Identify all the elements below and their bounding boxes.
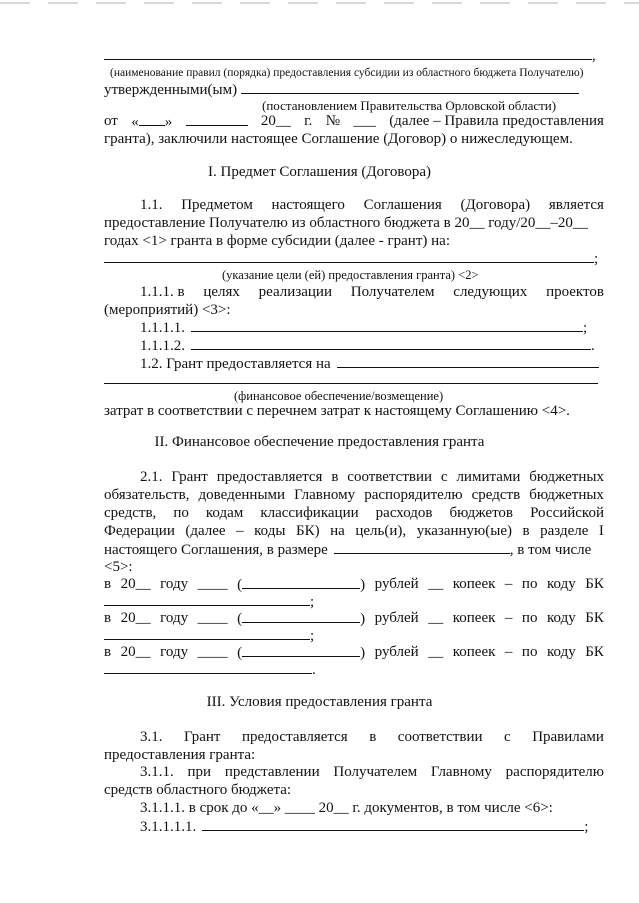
rubles-words-blank[interactable] <box>242 643 360 657</box>
bk-line-1: ; <box>104 592 314 611</box>
approved-blank[interactable] <box>241 80 579 94</box>
bk-line-2: ; <box>104 626 314 645</box>
rubles-words-blank[interactable] <box>242 575 360 589</box>
finance-blank[interactable] <box>104 370 598 384</box>
p2-1-line1: 2.1. Грант предоставляется в соответствии с лимитами бюджетных <box>140 469 604 485</box>
p1-1-line2: предоставление Получателю из областного бюджета в 20__ году/20__–20__ <box>104 215 588 231</box>
day-blank[interactable] <box>139 112 165 126</box>
item-31111-blank[interactable] <box>202 817 584 831</box>
item-1112: 1.1.1.2. . <box>140 338 595 354</box>
caption-rules-name: (наименование правил (порядка) предоставления субсидии из областного бюджета Получателю) <box>110 67 584 79</box>
costs-line: затрат в соответствии с перечнем затрат к настоящему Соглашению <4>. <box>104 403 570 419</box>
bk-blank-3[interactable] <box>104 660 312 674</box>
rules-name-line: , <box>104 46 604 65</box>
p2-1-line2: обязательств, доведенными Главному распорядителю средств бюджетных <box>104 487 604 503</box>
number-blank[interactable]: ___ <box>353 113 376 129</box>
p1-1-1-line1: 1.1.1. в целях реализации Получателем следующих проектов <box>140 284 604 300</box>
rubles-words-blank[interactable] <box>242 609 360 623</box>
p3-1-1-1: 3.1.1.1. в срок до «__» ____ 20__ г. документов, в том числе <6>: <box>140 800 553 816</box>
approved-label: утвержденными(ым) <box>104 82 238 98</box>
caption-finance: (финансовое обеспечение/возмещение) <box>234 389 444 403</box>
amount-blank[interactable] <box>334 540 510 554</box>
p1-2-blank[interactable] <box>337 354 599 368</box>
section-2-title: II. Финансовое обеспечение предоставления гранта <box>154 434 485 450</box>
p3-1-1-line2: средств областного бюджета: <box>104 782 292 798</box>
date-line: от « » 20__ г. № ___ (далее – Правила предоставления <box>104 113 604 130</box>
p1-1-1-line2: (мероприятий) <3>: <box>104 302 231 318</box>
rules-name-blank[interactable] <box>104 46 592 60</box>
bk-line-3: . <box>104 660 316 679</box>
p2-1-line6: <5>: <box>104 559 133 575</box>
caption-goal: (указание цели (ей) предоставления гранта) <2> <box>222 268 479 282</box>
p2-1-line4: Федерации (далее – коды БК) на цель(и), указанную(ые) в разделе I <box>104 523 604 539</box>
p1-1-line3: годах <1> гранта в форме субсидии (далее - грант) на: <box>104 233 450 249</box>
month-blank[interactable] <box>186 112 248 126</box>
p2-1-line3: средств, по кодам классификации расходов бюджетов Российской <box>104 505 604 521</box>
p2-1-line5: настоящего Соглашения, в размере , в том числе <box>104 542 592 558</box>
p3-1-line2: предоставления гранта: <box>104 747 256 763</box>
p1-2: 1.2. Грант предоставляется на <box>140 354 599 373</box>
bk-blank-1[interactable] <box>104 592 310 606</box>
section-1-title: I. Предмет Соглашения (Договора) <box>208 164 431 180</box>
bk-blank-2[interactable] <box>104 626 310 640</box>
year-row-3: в 20__ году ____ ( ) рублей __ копеек – по коду БК <box>104 644 604 661</box>
grant-line: гранта), заключили настоящее Соглашение (Договор) о нижеследующем. <box>104 131 573 147</box>
p3-1-1-line1: 3.1.1. при представлении Получателем Главному распорядителю <box>140 764 604 780</box>
caption-resolution: (постановлением Правительства Орловской области) <box>262 98 557 113</box>
goal-line: ; <box>104 249 598 268</box>
item-1112-blank[interactable] <box>191 336 591 350</box>
year-row-2: в 20__ году ____ ( ) рублей __ копеек – по коду БК <box>104 610 604 627</box>
scan-artifact <box>0 2 639 4</box>
item-31111: 3.1.1.1.1. ; <box>140 819 589 835</box>
goal-blank[interactable] <box>104 249 594 263</box>
item-1111-blank[interactable] <box>191 318 583 332</box>
section-3-title: III. Условия предоставления гранта <box>206 694 433 710</box>
p1-1-line1: 1.1. Предметом настоящего Соглашения (Договора) является <box>140 197 604 213</box>
p3-1-line1: 3.1. Грант предоставляется в соответствии с Правилами <box>140 729 604 745</box>
year-row-1: в 20__ году ____ ( ) рублей __ копеек – по коду БК <box>104 576 604 593</box>
item-1111: 1.1.1.1. ; <box>140 320 588 336</box>
